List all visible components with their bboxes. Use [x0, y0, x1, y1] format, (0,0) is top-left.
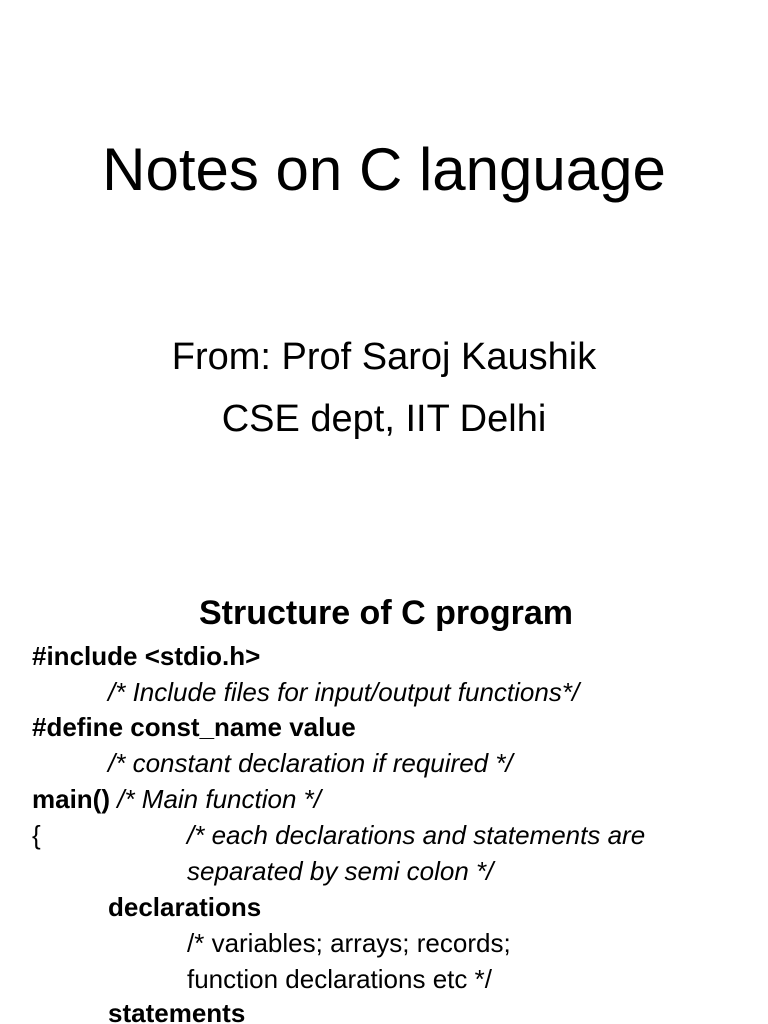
code-main-line — [32, 783, 321, 815]
code-statement-comment-2: separated by semi colon */ — [187, 856, 494, 886]
code-define-comment: /* constant declaration if required */ — [108, 748, 513, 778]
code-main: main() — [32, 784, 110, 814]
author-line: From: Prof Saroj Kaushik — [171, 336, 597, 378]
code-declarations: declarations — [108, 892, 262, 922]
code-include: #include <stdio.h> — [32, 641, 261, 671]
section-heading: Structure of C program — [198, 594, 574, 632]
code-declarations-comment-2: function declarations etc */ — [187, 964, 492, 994]
code-open-brace: { — [32, 820, 41, 850]
code-statements: statements — [108, 998, 246, 1024]
code-include-comment: /* Include files for input/output functions*/ — [108, 677, 580, 707]
code-declarations-comment-1: /* variables; arrays; records; — [187, 928, 511, 958]
code-define: #define const_name value — [32, 712, 356, 742]
code-main-comment: /* Main function */ — [110, 784, 321, 814]
department-line: CSE dept, IIT Delhi — [221, 398, 547, 440]
code-statement-comment-1: /* each declarations and statements are — [187, 820, 646, 850]
document-title: Notes on C language — [102, 136, 666, 203]
